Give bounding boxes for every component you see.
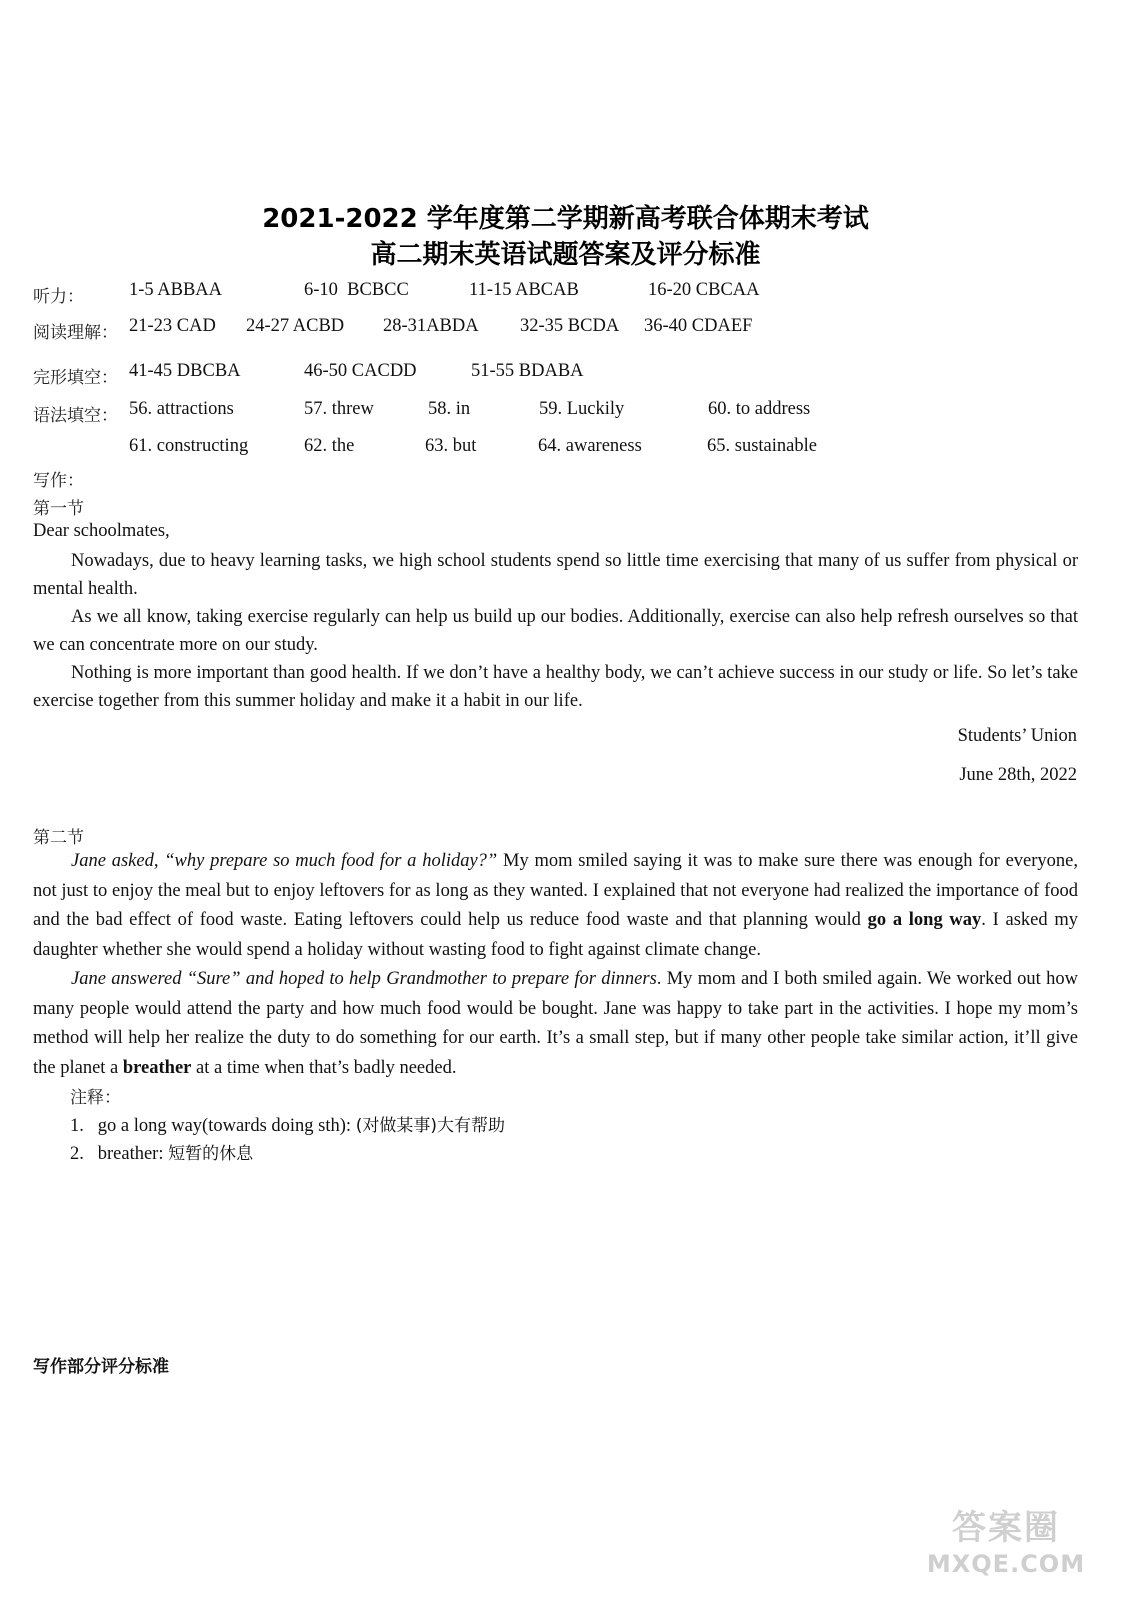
- answer-item: 61. constructing: [129, 436, 249, 456]
- continuation-paragraph: Jane answered “Sure” and hoped to help Grandmother to prepare for dinners. My mom and I both smiled again. We worked out how many people would attend the party and how much food would be bought. Jane was happy to take part in the activities. I hope my mom’s method will help her realize the duty to do something for our earth. It’s a small step, but if many other people take similar action, it’ll give the planet a breather at a time when that’s badly needed.: [33, 969, 1078, 1078]
- answer-item: 6-10 BCBCC: [304, 280, 409, 300]
- answer-item: 57. threw: [304, 399, 374, 419]
- watermark-text: 答案圈: [952, 1508, 1060, 1548]
- answer-item: 62. the: [304, 436, 355, 456]
- watermark-url: MXQE.COM: [926, 1550, 1086, 1578]
- reading-label: 阅读理解：: [33, 323, 118, 343]
- answer-item: 56. attractions: [129, 399, 234, 419]
- reading-answers-row: [33, 316, 1033, 342]
- grammar-label: 语法填空：: [33, 406, 118, 426]
- watermark-logo: [911, 1506, 1101, 1586]
- answer-item: 59. Luckily: [539, 399, 625, 419]
- listening-answers-row: [33, 280, 1033, 306]
- answer-item: 24-27 ACBD: [246, 316, 345, 336]
- letter-signature: Students’ Union: [957, 726, 1077, 746]
- answer-item: 16-20 CBCAA: [648, 280, 760, 300]
- answer-item: 28-31ABDA: [383, 316, 479, 336]
- italic-prompt: Jane answered “Sure” and hoped to help Grandmother to prepare for dinners: [71, 969, 657, 989]
- cloze-answers-row: [33, 361, 1033, 387]
- section1-label: 第一节: [33, 499, 84, 519]
- letter-greeting: Dear schoolmates,: [33, 521, 170, 541]
- answer-item: 1-5 ABBAA: [129, 280, 223, 300]
- answer-item: 11-15 ABCAB: [469, 280, 579, 300]
- answer-item: 46-50 CACDD: [304, 361, 417, 381]
- italic-prompt: Jane asked, “why prepare so much food for a holiday?”: [71, 851, 498, 871]
- letter-paragraph: Nothing is more important than good health. If we don’t have a healthy body, we can’t achieve success in our study or life. So let’s take exercise together from this summer holiday and make it a habit in our life.: [33, 663, 1078, 711]
- answer-item: 64. awareness: [538, 436, 642, 456]
- answer-item: 60. to address: [708, 399, 811, 419]
- continuation-paragraph: Jane asked, “why prepare so much food for a holiday?” My mom smiled saying it was to make sure there was enough for everyone, not just to enjoy the meal but to enjoy leftovers for as long as they wanted. I explained that not everyone had realized the importance of food and the bad effect of food waste. Eating leftovers could help us reduce food waste and that planning would go a long way. I asked my daughter whether she would spend a holiday without wasting food to fight against climate change.: [33, 851, 1078, 960]
- section2-label: 第二节: [33, 828, 84, 848]
- listening-label: 听力：: [33, 287, 84, 307]
- answer-item: 58. in: [428, 399, 471, 419]
- cloze-label: 完形填空：: [33, 368, 118, 388]
- notes-label: 注释：: [70, 1088, 121, 1108]
- writing-label: 写作：: [33, 471, 84, 491]
- bold-phrase: go a long way: [867, 910, 982, 930]
- answer-item: 36-40 CDAEF: [644, 316, 753, 336]
- letter-paragraph: As we all know, taking exercise regularly can help us build up our bodies. Additionally, exercise can also help refresh ourselves so that we can concentrate more on our study.: [33, 607, 1078, 655]
- answer-item: 41-45 DBCBA: [129, 361, 241, 381]
- page-title: 2021-2022 学年度第二学期新高考联合体期末考试: [262, 204, 869, 234]
- note-item: 1. go a long way(towards doing sth): (对做某事)大有帮助: [70, 1116, 505, 1136]
- page-subtitle: 高二期末英语试题答案及评分标准: [370, 240, 761, 270]
- letter-paragraph: Nowadays, due to heavy learning tasks, we high school students spend so little time exercising that many of us suffer from physical or mental health.: [33, 551, 1078, 599]
- grammar-answers-row: [33, 399, 1033, 425]
- bold-phrase: breather: [122, 1057, 192, 1078]
- scoring-criteria-heading: 写作部分评分标准: [33, 1357, 169, 1377]
- answer-item: 51-55 BDABA: [471, 361, 584, 381]
- answer-item: 32-35 BCDA: [520, 316, 620, 336]
- letter-date: June 28th, 2022: [959, 765, 1077, 785]
- answer-item: 21-23 CAD: [129, 316, 216, 336]
- grammar-answers-row-2: [33, 436, 1033, 462]
- answer-item: 63. but: [425, 436, 477, 456]
- note-item: 2. breather: 短暂的休息: [70, 1144, 254, 1164]
- answer-item: 65. sustainable: [707, 436, 817, 456]
